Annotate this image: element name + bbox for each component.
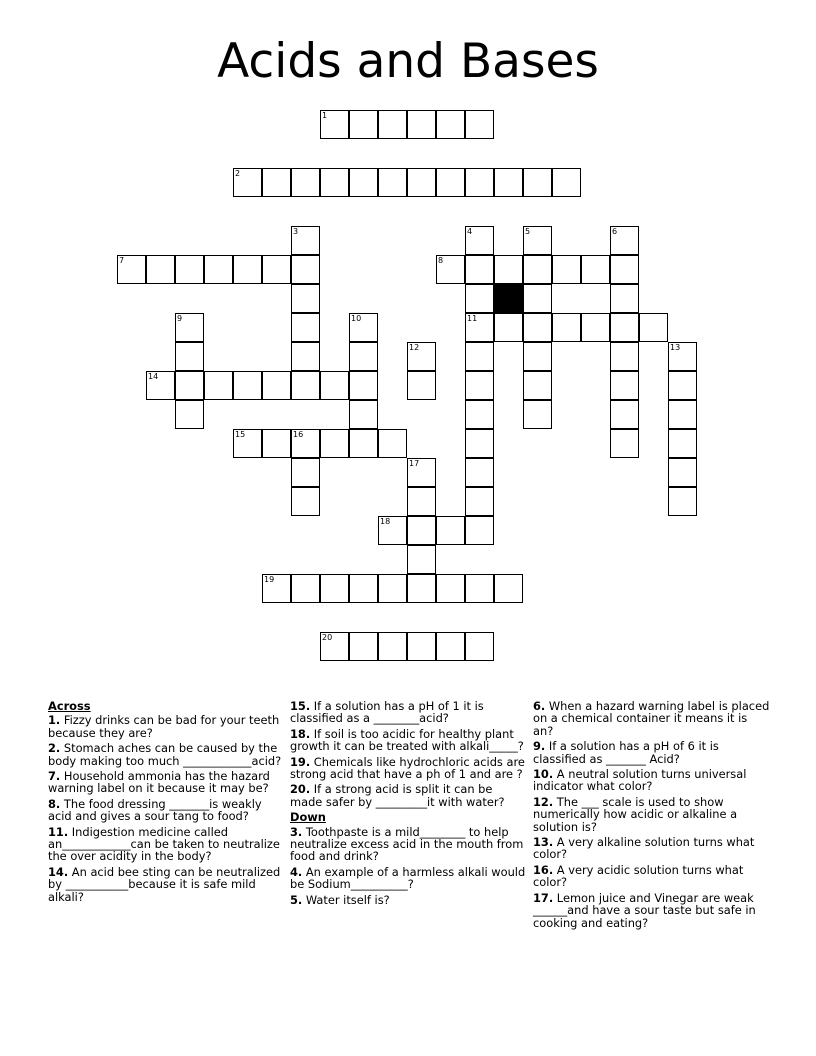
clue-across-19: 19. Chemicals like hydrochloric acids are strong acid that have a ph of 1 and are ? [290,754,525,782]
grid-cell[interactable] [523,313,552,342]
grid-cell[interactable] [494,574,523,603]
grid-cell[interactable] [407,371,436,400]
grid-cell[interactable] [291,255,320,284]
grid-cell[interactable] [291,342,320,371]
clue-number: 16 [293,430,304,439]
clue-number: 4 [467,227,473,236]
grid-cell[interactable] [349,371,378,400]
clue-down-5: 5. Water itself is? [290,892,390,907]
grid-cell[interactable] [610,429,639,458]
grid-cell[interactable] [320,574,349,603]
clue-number: 7 [119,256,125,265]
grid-cell[interactable] [436,168,465,197]
grid-cell[interactable] [175,342,204,371]
grid-cell[interactable] [465,255,494,284]
grid-cell[interactable] [436,255,465,284]
puzzle-title: Acids and Bases [217,34,599,89]
grid-cell[interactable] [668,487,697,516]
grid-cell[interactable] [668,400,697,429]
black-square [494,284,523,313]
clue-number: 1 [322,111,328,120]
grid-cell[interactable] [204,255,233,284]
grid-cell[interactable] [320,168,349,197]
grid-cell[interactable] [465,284,494,313]
grid-cell[interactable] [407,342,436,371]
clue-column-2 [290,700,526,909]
clue-number: 15 [235,430,246,439]
grid-cell[interactable] [291,429,320,458]
clue-down-12: 12. The ___ scale is used to show numerically how acidic or alkaline a solution is? [533,794,738,834]
grid-cell[interactable] [465,400,494,429]
grid-cell[interactable] [378,574,407,603]
clue-number: 14 [148,372,159,381]
grid-cell[interactable] [262,255,291,284]
grid-cell[interactable] [523,168,552,197]
grid-cell[interactable] [465,574,494,603]
grid-cell[interactable] [407,545,436,574]
grid-cell[interactable] [320,371,349,400]
grid-cell[interactable] [552,313,581,342]
grid-cell[interactable] [117,255,146,284]
grid-cell[interactable] [349,632,378,661]
grid-cell[interactable] [465,342,494,371]
grid-cell[interactable] [320,632,349,661]
grid-cell[interactable] [465,458,494,487]
clue-down-16: 16. A very acidic solution turns what color? [533,862,744,890]
grid-cell[interactable] [436,516,465,545]
clue-number: 3 [293,227,299,236]
grid-cell[interactable] [610,284,639,313]
grid-cell[interactable] [610,342,639,371]
grid-cell[interactable] [291,458,320,487]
grid-cell[interactable] [639,313,668,342]
grid-cell[interactable] [349,110,378,139]
grid-cell[interactable] [291,168,320,197]
grid-cell[interactable] [465,313,494,342]
grid-cell[interactable] [204,371,233,400]
clue-number: 11 [467,314,478,323]
grid-cell[interactable] [610,255,639,284]
grid-cell[interactable] [523,371,552,400]
clue-number: 10 [351,314,362,323]
clue-across-2: 2. Stomach aches can be caused by the body making too much ____________acid? [48,741,282,768]
clue-down-6: 6. When a hazard warning label is placed on a chemical container it means it is an? [533,699,770,738]
grid-cell[interactable] [523,226,552,255]
grid-cell[interactable] [436,110,465,139]
clue-across-7: 7. Household ammonia has the hazard warning label on it because it may be? [48,769,270,796]
grid-cell[interactable] [262,371,291,400]
grid-cell[interactable] [349,429,378,458]
grid-cell[interactable] [320,110,349,139]
clue-number: 8 [438,256,444,265]
grid-cell[interactable] [349,400,378,429]
clue-number: 13 [670,343,681,352]
grid-cell[interactable] [378,516,407,545]
grid-cell[interactable] [146,371,175,400]
grid-cell[interactable] [436,574,465,603]
grid-cell[interactable] [233,429,262,458]
grid-cell[interactable] [610,226,639,255]
grid-cell[interactable] [436,632,465,661]
clue-number: 2 [235,169,241,178]
grid-cell[interactable] [291,226,320,255]
clue-across-15: 15. If a solution has a pH of 1 it is classified as a ________acid? [290,699,484,726]
clue-number: 18 [380,517,391,526]
grid-cell[interactable] [407,458,436,487]
grid-cell[interactable] [465,632,494,661]
grid-cell[interactable] [262,429,291,458]
grid-cell[interactable] [175,400,204,429]
grid-cell[interactable] [407,168,436,197]
grid-cell[interactable] [610,371,639,400]
grid-cell[interactable] [581,255,610,284]
across-heading: Across [48,699,91,713]
grid-cell[interactable] [349,168,378,197]
grid-cell[interactable] [349,342,378,371]
grid-cell[interactable] [407,110,436,139]
grid-cell[interactable] [175,255,204,284]
grid-cell[interactable] [668,342,697,371]
grid-cell[interactable] [523,342,552,371]
clue-column-1 [48,700,284,906]
grid-cell[interactable] [465,110,494,139]
grid-cell[interactable] [407,632,436,661]
grid-cell[interactable] [523,400,552,429]
grid-cell[interactable] [668,429,697,458]
grid-cell[interactable] [233,168,262,197]
grid-cell[interactable] [146,255,175,284]
grid-cell[interactable] [320,429,349,458]
grid-cell[interactable] [465,168,494,197]
clue-number: 12 [409,343,420,352]
grid-cell[interactable] [523,255,552,284]
grid-cell[interactable] [407,516,436,545]
grid-cell[interactable] [233,255,262,284]
grid-cell[interactable] [378,429,407,458]
grid-cell[interactable] [668,458,697,487]
grid-cell[interactable] [465,371,494,400]
grid-cell[interactable] [175,313,204,342]
grid-cell[interactable] [349,313,378,342]
grid-cell[interactable] [465,429,494,458]
grid-cell[interactable] [291,371,320,400]
grid-cell[interactable] [552,168,581,197]
grid-cell[interactable] [378,168,407,197]
clue-number: 5 [525,227,531,236]
clue-down-9: 9. If a solution has a pH of 6 it is classified as _______ Acid? [533,739,719,766]
grid-cell[interactable] [523,284,552,313]
clue-number: 6 [612,227,618,236]
clue-down-3: 3. Toothpaste is a mild________ to help neutralize excess acid in the mouth from food and drink? [290,824,524,864]
grid-cell[interactable] [262,168,291,197]
clue-down-4: 4. An example of a harmless alkali would be Sodium__________? [290,864,526,892]
grid-cell[interactable] [407,574,436,603]
clue-number: 9 [177,314,183,323]
grid-cell[interactable] [291,574,320,603]
clue-across-20: 20. If a strong acid is split it can be made safer by _________it with water? [290,782,505,809]
grid-cell[interactable] [262,574,291,603]
clue-number: 17 [409,459,420,468]
grid-cell[interactable] [581,313,610,342]
clue-number: 19 [264,575,275,584]
grid-cell[interactable] [552,255,581,284]
grid-cell[interactable] [610,400,639,429]
grid-cell[interactable] [378,632,407,661]
clue-column-3 [533,700,771,932]
grid-cell[interactable] [291,284,320,313]
grid-cell[interactable] [494,255,523,284]
clue-across-1: 1. Fizzy drinks can be bad for your teeth because they are? [48,713,280,740]
clue-across-11: 11. Indigestion medicine called an____________can be taken to neutralize the over acidity in the body? [48,824,280,864]
grid-cell[interactable] [668,371,697,400]
grid-cell[interactable] [407,487,436,516]
clue-down-17: 17. Lemon juice and Vinegar are weak ______and have a sour taste but safe in cooking and eating? [533,890,756,930]
grid-cell[interactable] [291,313,320,342]
clue-down-13: 13. A very alkaline solution turns what color? [533,835,755,862]
clue-down-10: 10. A neutral solution turns universal indicator what color? [533,767,747,794]
clue-across-18: 18. If soil is too acidic for healthy plant growth it can be treated with alkali_____? [290,726,524,754]
clue-number: 20 [322,633,333,642]
grid-cell[interactable] [465,487,494,516]
grid-cell[interactable] [494,168,523,197]
grid-cell[interactable] [465,226,494,255]
clue-across-8: 8. The food dressing _______is weakly acid and gives a sour tang to food? [48,796,262,824]
grid-cell[interactable] [349,574,378,603]
grid-cell[interactable] [233,371,262,400]
grid-cell[interactable] [610,313,639,342]
grid-cell[interactable] [378,110,407,139]
grid-cell[interactable] [291,487,320,516]
grid-cell[interactable] [494,313,523,342]
grid-cell[interactable] [175,371,204,400]
down-heading: Down [290,810,326,825]
clue-across-14: 14. An acid bee sting can be neutralized by ___________because it is safe mild alkali? [48,864,281,904]
grid-cell[interactable] [465,516,494,545]
